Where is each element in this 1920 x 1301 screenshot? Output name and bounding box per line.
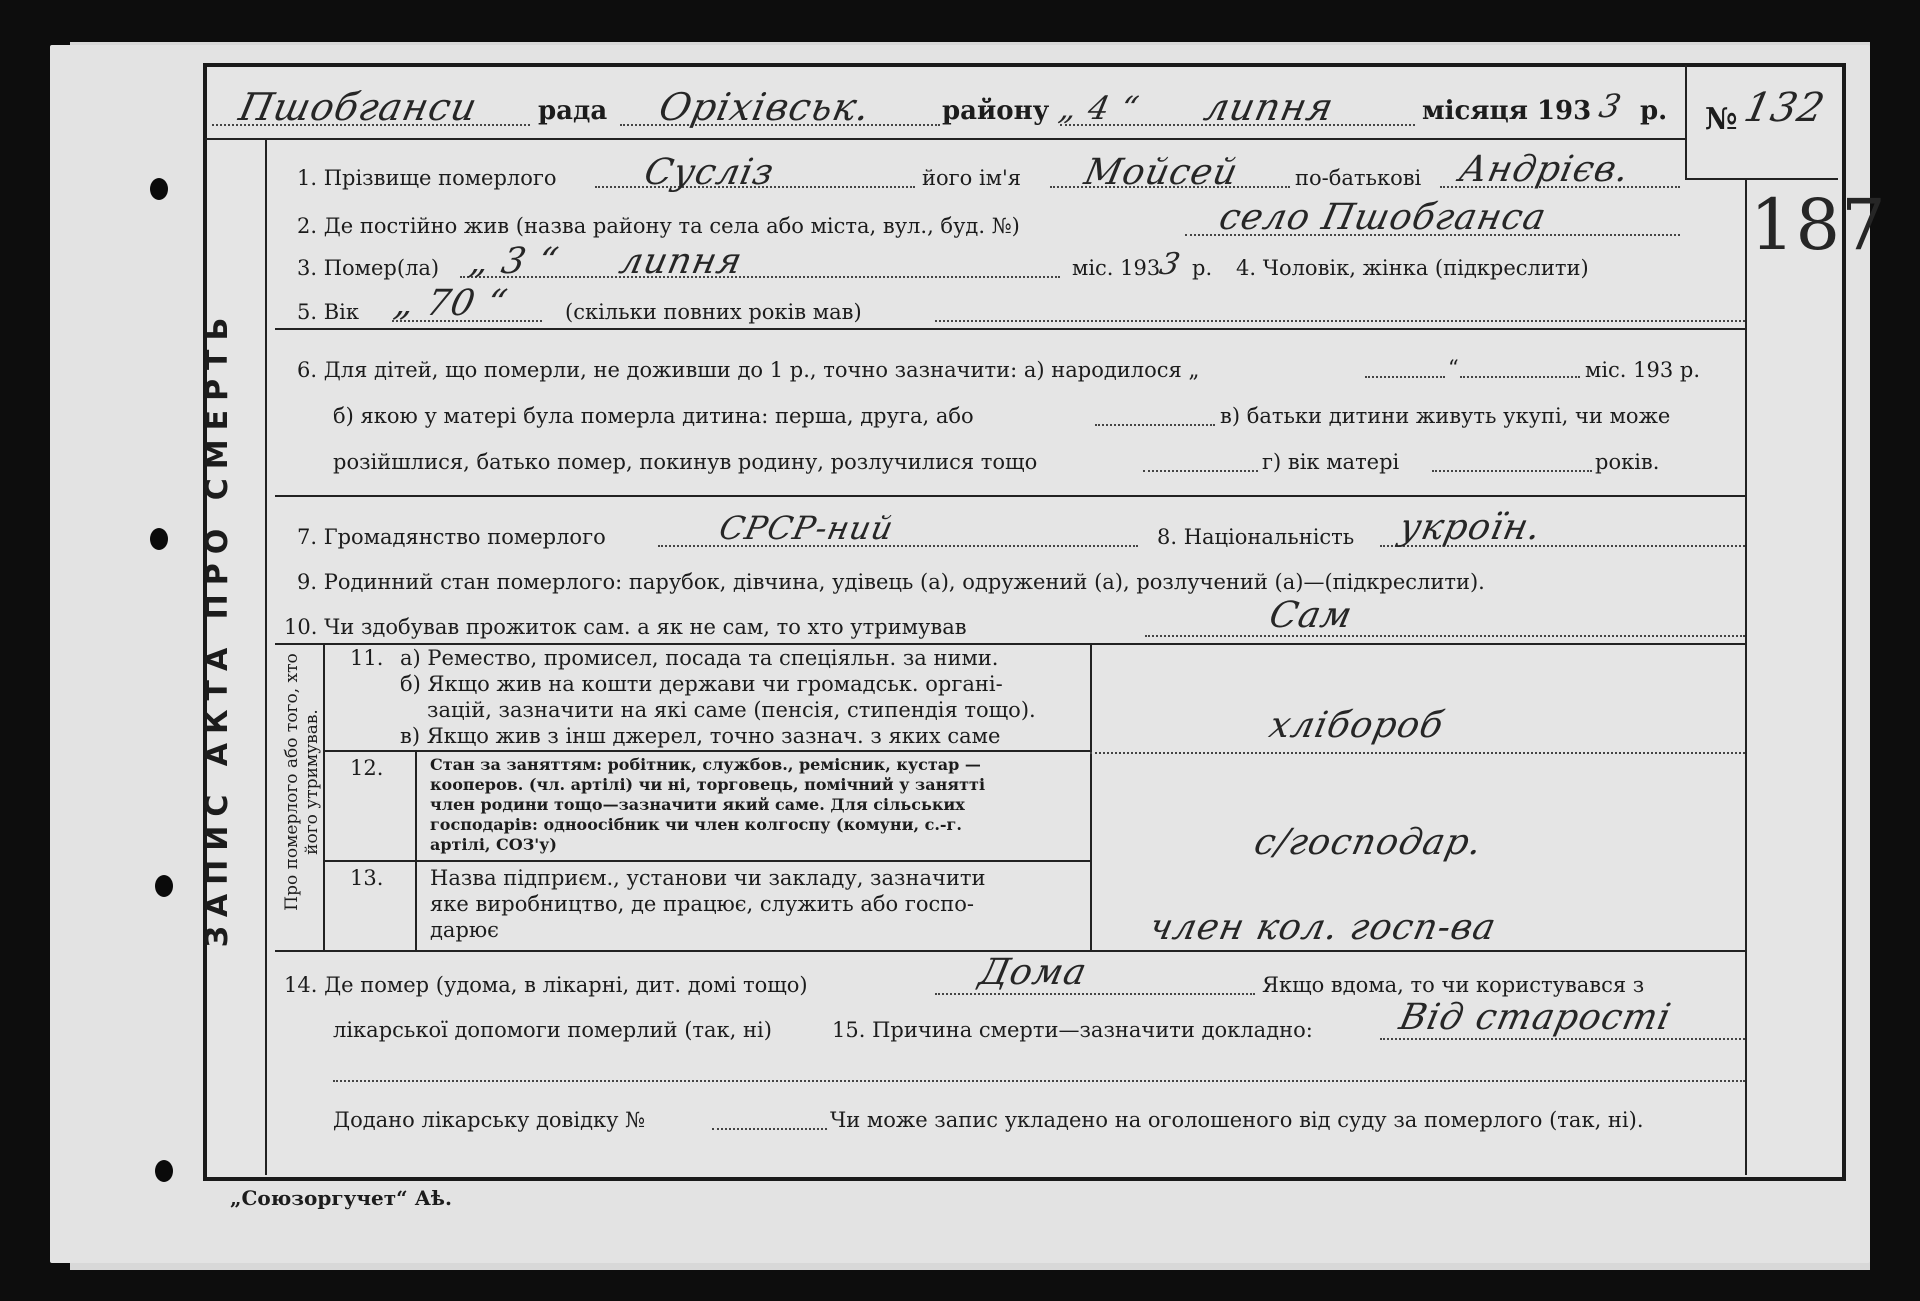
- death-place: Дома: [975, 952, 1091, 993]
- patronymic-label: по-батькові: [1295, 166, 1422, 190]
- death-cause-line: [1380, 1038, 1745, 1040]
- row-divider-11-12: [323, 750, 1090, 752]
- right-inner-border: [1745, 178, 1747, 1175]
- certificate-label: Додано лікарську довідку №: [333, 1108, 646, 1132]
- field-13-line-2: яке виробництво, де працює, служить або госпо-: [430, 892, 974, 916]
- death-year-label: міс. 193: [1072, 256, 1161, 280]
- field-6-line-3a: розійшлися, батько помер, покинув родину, розлучилися тощо: [333, 450, 1038, 474]
- field-3-label: 3. Помер(ла): [297, 256, 440, 280]
- death-year-digit: 3: [1156, 247, 1184, 282]
- record-year-digit: 3: [1595, 87, 1626, 125]
- number-label: №: [1705, 102, 1738, 137]
- field-12-line-2: кооперов. (чл. артілі) чи ні, торговець, помічний у занятті: [430, 775, 986, 794]
- field-12-line-1: Стан за заняттям: робітник, службов., ремісник, кустар —: [430, 755, 981, 774]
- field-2-label: 2. Де постійно жив (назва району та села або міста, вул., буд. №): [297, 214, 1020, 238]
- field-15-label: 15. Причина смерти—зазначити докладно:: [832, 1018, 1313, 1042]
- parents-status-line: [1143, 470, 1258, 472]
- field-6-line-3b: г) вік матері: [1262, 450, 1400, 474]
- death-month: липня: [615, 241, 747, 282]
- side-column-divider: [265, 140, 267, 1175]
- field-6-line-2b: в) батьки дитини живуть укупі, чи може: [1220, 404, 1671, 428]
- patronymic: Андрієв.: [1455, 149, 1634, 190]
- field-11-c: в) Якщо жив з інш джерел, точно зазнач. з яких саме: [400, 724, 1001, 748]
- month-label: місяця 193: [1422, 96, 1592, 126]
- age-hint-line: [935, 320, 1745, 322]
- birth-month-line: [1460, 376, 1580, 378]
- field-12-line-3: член родини тощо—зазначити який саме. Для сільських: [430, 795, 965, 814]
- section-divider-1: [275, 328, 1745, 330]
- name-label: його ім'я: [922, 166, 1022, 190]
- printer-mark: „Союзоргучет“ Аѣ.: [230, 1186, 452, 1210]
- field-12-num: 12.: [350, 756, 384, 780]
- record-month: липня: [1200, 85, 1339, 129]
- death-place-line: [935, 993, 1255, 995]
- binder-hole: [150, 528, 168, 550]
- employment-status: с/господар.: [1250, 822, 1487, 863]
- binder-hole: [155, 875, 173, 897]
- answer-column-divider: [1090, 643, 1092, 950]
- age: „ 70 “: [390, 283, 512, 324]
- binder-hole: [150, 178, 168, 200]
- side-title: ЗАПИС АКТА ПРО СМЕРТЬ: [200, 308, 235, 948]
- field-7-label: 7. Громадянство померлого: [297, 525, 606, 549]
- workplace: член кол. госп-ва: [1145, 907, 1501, 948]
- section-divider-3: [275, 643, 1745, 645]
- district-label: району: [942, 96, 1050, 126]
- death-cause: Від старості: [1395, 997, 1675, 1038]
- birth-month-label: міс. 193 р.: [1585, 358, 1701, 382]
- residence: село Пшобганса: [1215, 197, 1551, 238]
- first-name: Мойсей: [1080, 152, 1242, 193]
- field-11-b1: б) Якщо жив на кошти держави чи громадськ. органі-: [400, 672, 1003, 696]
- record-day: „ 4 “: [1055, 89, 1143, 127]
- death-year-suffix: р.: [1192, 256, 1213, 280]
- occupation-line: [1090, 752, 1745, 754]
- field-6-line-1: 6. Для дітей, що померли, не доживши до 1 р., точно зазначити: а) народилося „: [297, 358, 1200, 382]
- occupation: хлібороб: [1265, 705, 1448, 746]
- field-11-a: а) Ремество, промисел, посада та спеціяльн. за ними.: [400, 646, 999, 670]
- field-5-label: 5. Вік: [297, 300, 359, 324]
- field-13-line-1: Назва підприєм., установи чи закладу, зазначити: [430, 866, 986, 890]
- field-8-label: 8. Національність: [1157, 525, 1355, 549]
- field-12-line-4: господарів: одноосібник чи член колгоспу (комуни, с.-г.: [430, 815, 962, 834]
- supporter: Сам: [1265, 595, 1357, 636]
- number-box-divider: [1685, 65, 1687, 180]
- age-hint: (скільки повних років мав): [565, 300, 862, 324]
- note-column-divider: [323, 643, 325, 950]
- certificate-line: [712, 1128, 827, 1130]
- death-day: „ 3 “: [465, 241, 563, 282]
- surname: Сусліз: [640, 152, 779, 193]
- field-4-label: 4. Чоловік, жінка (підкреслити): [1236, 256, 1589, 280]
- supporter-line: [1145, 635, 1745, 637]
- field-9-label: 9. Родинний стан померлого: парубок, дівчина, удівець (а), одружений (а), розлучений (а)—(підкреслити).: [297, 570, 1485, 594]
- child-order-line: [1095, 424, 1215, 426]
- death-cause-line-2: [333, 1080, 1745, 1082]
- mother-age-line: [1432, 470, 1592, 472]
- citizenship: СРСР-ний: [715, 509, 898, 547]
- nationality: укроїн.: [1395, 507, 1546, 548]
- field-6-line-2a: б) якою у матері була померла дитина: перша, друга, або: [333, 404, 974, 428]
- field-13-line-3: дарює: [430, 918, 499, 942]
- binder-hole: [155, 1160, 173, 1182]
- council-name: Пшобганси: [235, 85, 482, 129]
- court-label: Чи може запис укладено на оголошеного від суду за померлого (так, ні).: [830, 1108, 1644, 1132]
- header-divider: [205, 138, 1685, 140]
- birth-date-mark: “: [1448, 356, 1459, 380]
- field-14-line-2: лікарської допомоги померлий (так, ні): [333, 1018, 772, 1042]
- district-name: Оріхівськ.: [655, 85, 875, 129]
- section-divider-2: [275, 495, 1745, 497]
- record-number: 132: [1740, 85, 1830, 131]
- field-10-label: 10. Чи здобував прожиток сам. а як не сам, то хто утримував: [284, 615, 967, 639]
- number-box-bottom: [1685, 178, 1838, 180]
- field-11-b2: зацій, зазначити на які саме (пенсія, стипендія тощо).: [427, 698, 1036, 722]
- field-14-label: 14. Де помер (удома, в лікарні, дит. домі тощо): [284, 973, 808, 997]
- margin-note: 187: [1750, 184, 1887, 266]
- field-6-line-3c: років.: [1595, 450, 1660, 474]
- field-12-line-5: артілі, СОЗ'у): [430, 835, 557, 854]
- council-label: рада: [538, 96, 608, 126]
- field-14-extra: Якщо вдома, то чи користувався з: [1262, 973, 1645, 997]
- number-column-divider: [415, 750, 417, 950]
- row-divider-12-13: [323, 860, 1090, 862]
- birth-day-line: [1365, 376, 1445, 378]
- field-13-num: 13.: [350, 866, 384, 890]
- year-suffix: р.: [1640, 96, 1668, 126]
- field-11-num: 11.: [350, 646, 384, 670]
- side-note: Про померлого або того, хто його утримував.: [282, 653, 322, 911]
- field-1-label: 1. Прізвище померлого: [297, 166, 557, 190]
